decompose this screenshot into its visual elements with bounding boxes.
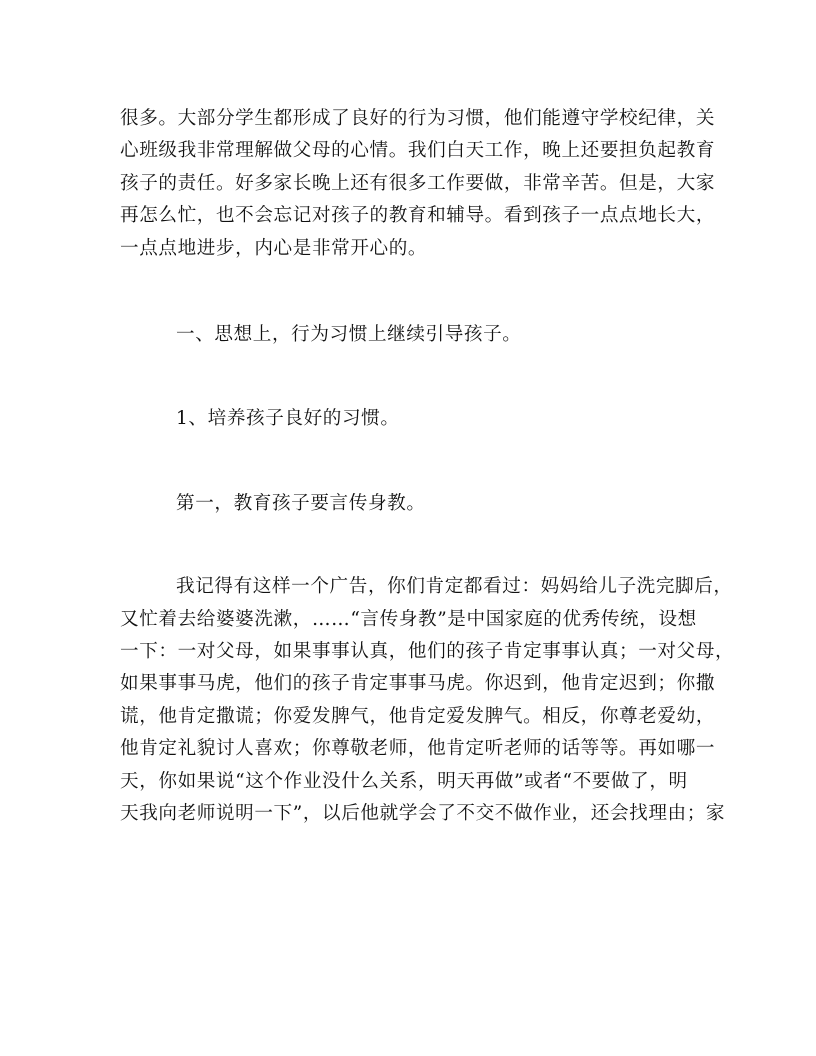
section-heading-2: 1、培养孩子良好的习惯。	[176, 408, 400, 430]
paragraph-line: 天，你如果说“这个作业没什么关系，明天再做”或者“不要做了，明	[120, 770, 688, 792]
paragraph-line: 心班级我非常理解做父母的心情。我们白天工作，晚上还要担负起教育	[120, 140, 716, 162]
section-heading-1: 一、思想上，行为习惯上继续引导孩子。	[176, 324, 522, 346]
spacer	[120, 265, 698, 319]
spacer	[120, 351, 698, 403]
spacer	[120, 436, 698, 488]
document-body	[120, 103, 735, 831]
paragraph-line: 一下：一对父母，如果事事认真，他们的孩子肯定事事认真；一对父母，	[120, 641, 735, 663]
paragraph-line: 天我向老师说明一下”，以后他就学会了不交不做作业，还会找理由；家	[120, 803, 726, 825]
paragraph-line: 他肯定礼貌讨人喜欢；你尊敬老师，他肯定听老师的话等等。再如哪一	[120, 738, 716, 760]
paragraph-line: 一点点地进步，内心是非常开心的。	[120, 237, 428, 259]
section-heading-3: 第一，教育孩子要言传身教。	[176, 492, 426, 514]
paragraph-line: 如果事事马虎，他们的孩子肯定事事马虎。你迟到，他肯定迟到；你撒	[120, 673, 716, 695]
spacer	[120, 520, 698, 571]
body-paragraph	[120, 571, 735, 830]
paragraph-line: 再怎么忙，也不会忘记对孩子的教育和辅导。看到孩子一点点地长大，	[120, 205, 716, 227]
paragraph-line: 我记得有这样一个广告，你们肯定都看过：妈妈给儿子洗完脚后，	[176, 576, 733, 598]
paragraph-line: 又忙着去给婆婆洗漱，……“言传身教”是中国家庭的优秀传统，设想	[120, 608, 697, 630]
paragraph-line: 孩子的责任。好多家长晚上还有很多工作要做，非常辛苦。但是，大家	[120, 172, 716, 194]
paragraph-line: 谎，他肯定撒谎；你爱发脾气，他肯定爱发脾气。相反，你尊老爱幼，	[120, 705, 716, 727]
paragraph-line: 很多。大部分学生都形成了良好的行为习惯，他们能遵守学校纪律，关	[120, 108, 716, 129]
intro-paragraph	[120, 103, 716, 265]
